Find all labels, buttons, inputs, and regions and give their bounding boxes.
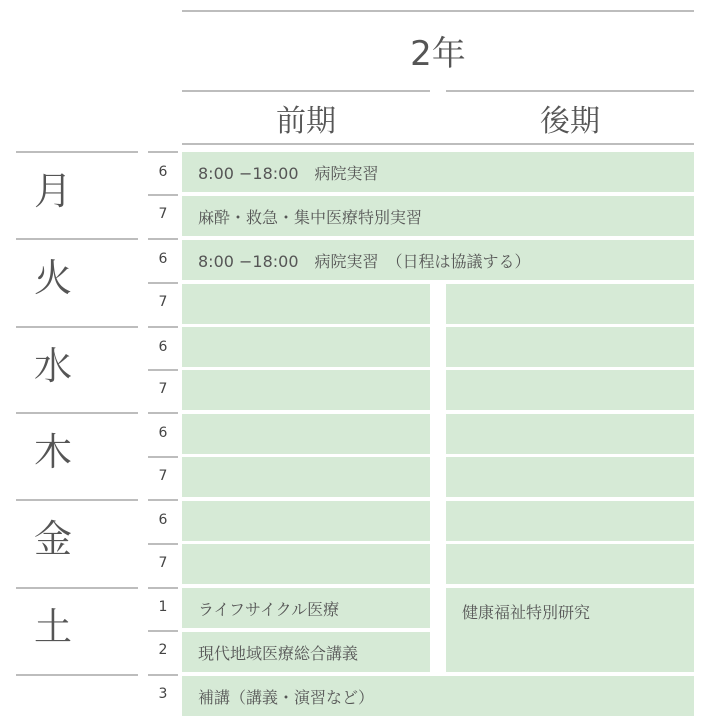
first-semester-label: 前期 — [276, 104, 336, 139]
period-rule — [148, 369, 178, 371]
period-number: 7 — [158, 555, 168, 571]
day-rule-sat — [16, 587, 138, 589]
period-number: 7 — [158, 294, 168, 310]
day-rule-tue — [16, 238, 138, 240]
cell-thu-7-first — [182, 457, 430, 497]
period-rule — [148, 456, 178, 458]
day-rule-thu — [16, 412, 138, 414]
day-friday: 金 — [34, 517, 73, 561]
period-rule — [148, 238, 178, 240]
period-number: 6 — [158, 164, 168, 180]
period-rule — [148, 587, 178, 589]
period-number: 1 — [158, 599, 168, 615]
cell-wed-7-first — [182, 370, 430, 410]
period-rule — [148, 151, 178, 153]
cell-sat-3: 補講（講義・演習など） — [182, 676, 694, 716]
day-rule-end — [16, 674, 138, 676]
day-wednesday: 水 — [34, 344, 73, 388]
cell-mon-6: 8:00 −18:00 病院実習 — [182, 152, 694, 192]
period-rule — [148, 326, 178, 328]
day-thursday: 木 — [34, 430, 73, 474]
period-number: 6 — [158, 425, 168, 441]
period-number: 3 — [158, 686, 168, 702]
cell-wed-6-second — [446, 327, 694, 367]
cell-fri-6-first — [182, 501, 430, 541]
second-semester-label: 後期 — [540, 104, 600, 139]
cell-thu-6-second — [446, 414, 694, 454]
header-bottom-rule — [182, 143, 694, 145]
period-rule — [148, 412, 178, 414]
period-number: 6 — [158, 339, 168, 355]
period-rule — [148, 282, 178, 284]
semester-rule-first — [182, 90, 430, 92]
period-number: 6 — [158, 512, 168, 528]
period-rule — [148, 674, 178, 676]
cell-tue-7-first — [182, 284, 430, 324]
cell-fri-7-first — [182, 544, 430, 584]
cell-sat-1-2-second: 健康福祉特別研究 — [446, 588, 694, 672]
period-number: 7 — [158, 468, 168, 484]
period-number: 6 — [158, 251, 168, 267]
period-number: 7 — [158, 206, 168, 222]
cell-wed-7-second — [446, 370, 694, 410]
period-number: 7 — [158, 381, 168, 397]
cell-tue-7-second — [446, 284, 694, 324]
cell-sat-1-first: ライフサイクル医療 — [182, 588, 430, 628]
day-saturday: 土 — [34, 605, 73, 649]
period-rule — [148, 499, 178, 501]
cell-sat-2-first: 現代地域医療総合講義 — [182, 632, 430, 672]
day-rule-mon — [16, 151, 138, 153]
cell-fri-6-second — [446, 501, 694, 541]
cell-thu-6-first — [182, 414, 430, 454]
cell-wed-6-first — [182, 327, 430, 367]
header-top-rule — [182, 10, 694, 12]
period-number: 2 — [158, 642, 168, 658]
day-rule-fri — [16, 499, 138, 501]
period-rule — [148, 194, 178, 196]
day-monday: 月 — [34, 169, 73, 213]
cell-fri-7-second — [446, 544, 694, 584]
semester-rule-second — [446, 90, 694, 92]
cell-thu-7-second — [446, 457, 694, 497]
period-rule — [148, 543, 178, 545]
cell-mon-7: 麻酔・救急・集中医療特別実習 — [182, 196, 694, 236]
day-tuesday: 火 — [34, 256, 73, 300]
day-rule-wed — [16, 326, 138, 328]
period-rule — [148, 630, 178, 632]
year-label: 2年 — [410, 34, 466, 74]
cell-tue-6: 8:00 −18:00 病院実習 （日程は協議する） — [182, 240, 694, 280]
